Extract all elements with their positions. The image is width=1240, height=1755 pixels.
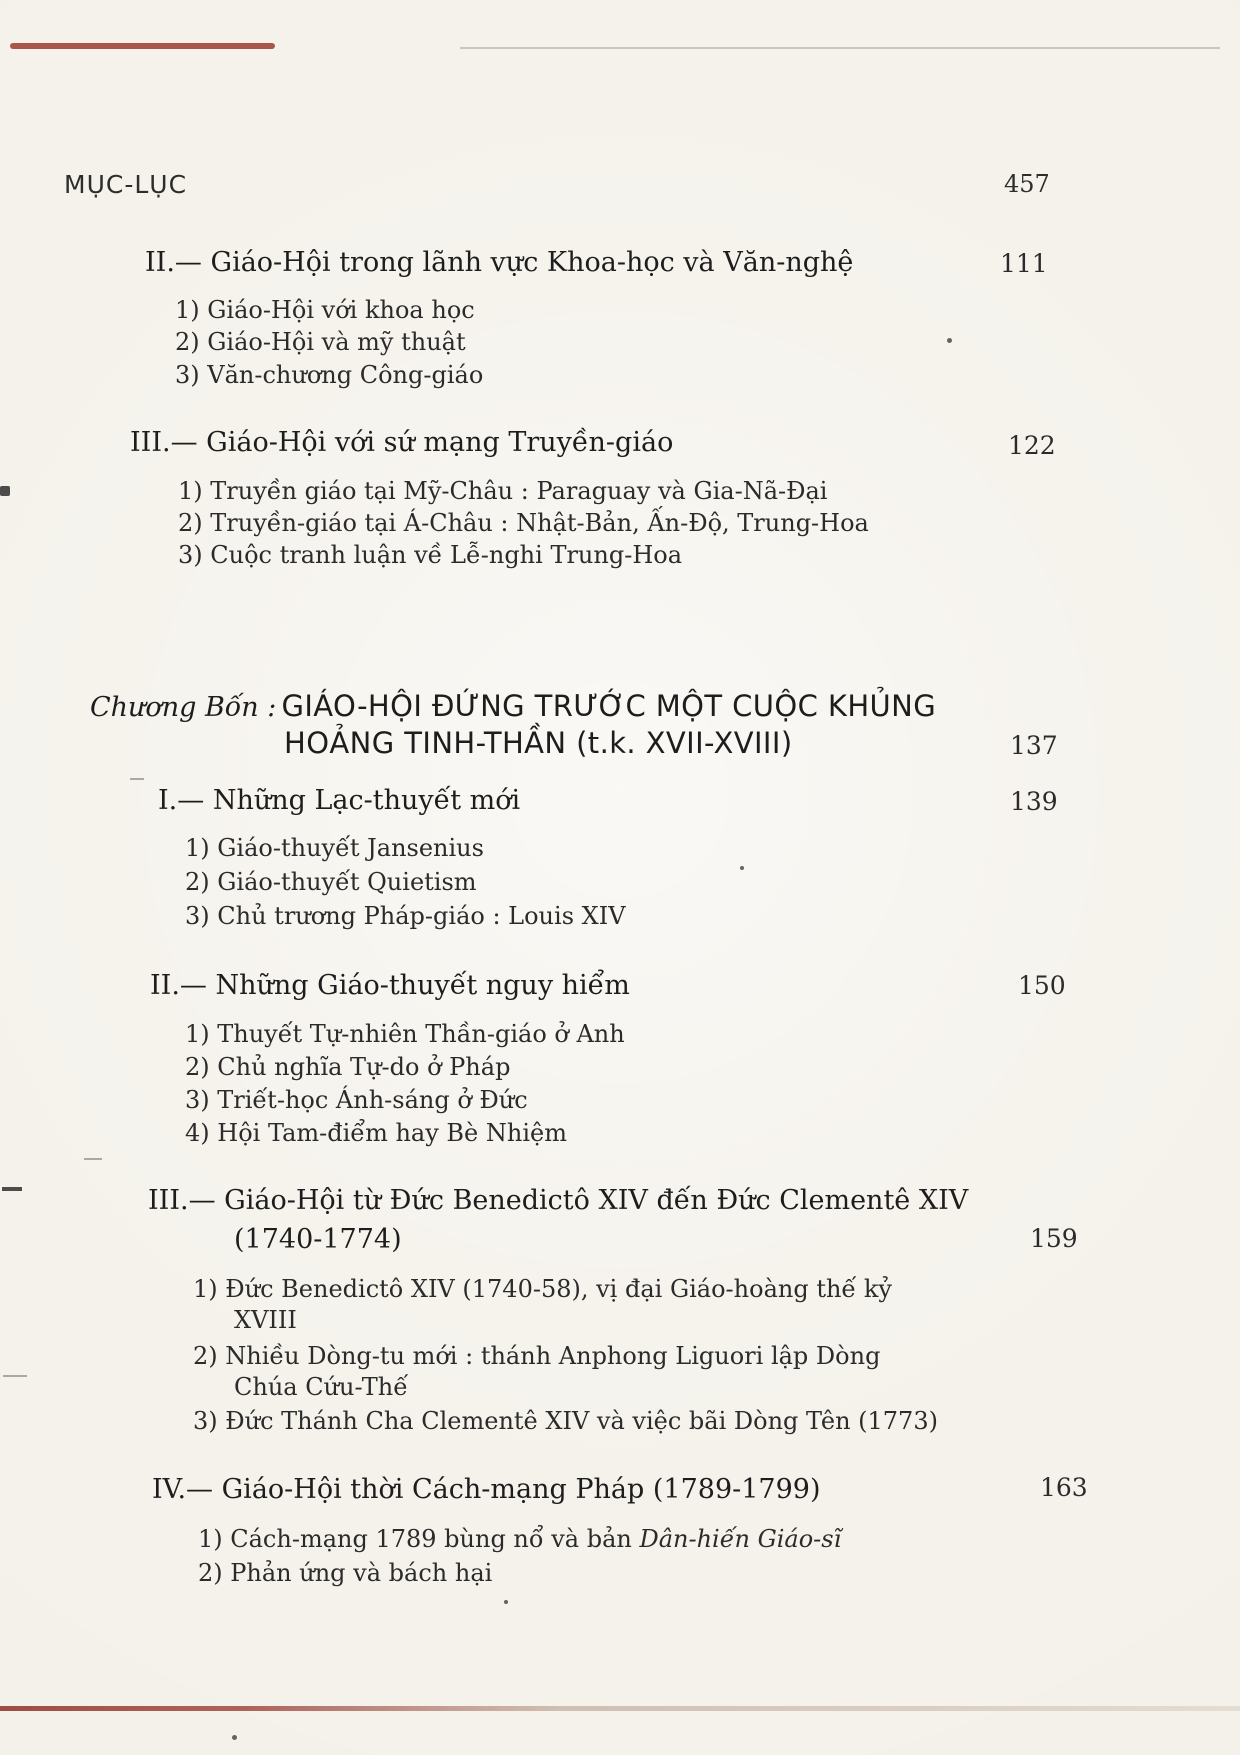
part-ii-item-3: 3) Triết-học Ánh-sáng ở Đức — [185, 1086, 528, 1114]
section-iii-item-2: 2) Truyền-giáo tại Á-Châu : Nhật-Bản, Ấn-Độ, Trung-Hoa — [178, 509, 869, 537]
ink-speck — [504, 1600, 508, 1604]
part-iv-title: IV.— Giáo-Hội thời Cách-mạng Pháp (1789-1799) — [152, 1474, 821, 1505]
part-i-title: I.— Những Lạc-thuyết mới — [158, 785, 521, 816]
part-iii-page: 159 — [1030, 1224, 1078, 1253]
chapter-heading-line-1 — [90, 689, 936, 723]
section-iii-title: III.— Giáo-Hội với sứ mạng Truyền-giáo — [130, 427, 674, 458]
part-iii-item-1-line-2: XVIII — [234, 1306, 297, 1334]
part-iv-item-1-emphasis: Dân-hiến Giáo-sĩ — [639, 1525, 842, 1553]
running-title: MỤC-LỤC — [64, 170, 188, 199]
section-iii-item-1: 1) Truyền giáo tại Mỹ-Châu : Paraguay và Gia-Nã-Đại — [178, 477, 828, 505]
part-iii-item-2-line-1: 2) Nhiều Dòng-tu mới : thánh Anphong Liguori lập Dòng — [193, 1342, 881, 1370]
print-mark — [0, 486, 10, 496]
section-ii-item-1: 1) Giáo-Hội với khoa học — [175, 296, 475, 324]
chapter-page: 137 — [1010, 731, 1058, 760]
page-edge-top-left — [10, 43, 275, 49]
section-iii-item-3: 3) Cuộc tranh luận về Lễ-nghi Trung-Hoa — [178, 541, 682, 569]
part-iv-page: 163 — [1040, 1473, 1088, 1502]
section-iii-page: 122 — [1008, 431, 1056, 460]
page-edge-bottom — [0, 1706, 1240, 1711]
part-i-item-1: 1) Giáo-thuyết Jansenius — [185, 834, 484, 862]
ink-speck — [947, 338, 952, 343]
part-ii-item-2: 2) Chủ nghĩa Tự-do ở Pháp — [185, 1053, 511, 1081]
part-ii-item-4: 4) Hội Tam-điểm hay Bè Nhiệm — [185, 1119, 567, 1147]
part-ii-item-1: 1) Thuyết Tự-nhiên Thần-giáo ở Anh — [185, 1020, 625, 1048]
part-iii-item-2-line-2: Chúa Cứu-Thế — [234, 1373, 408, 1401]
part-iii-title-line-1: III.— Giáo-Hội từ Đức Benedictô XIV đến Đức Clementê XIV — [148, 1185, 969, 1216]
page-number: 457 — [1004, 170, 1050, 198]
part-iv-item-1-text: 1) Cách-mạng 1789 bùng nổ và bản — [198, 1525, 640, 1553]
part-iii-item-3: 3) Đức Thánh Cha Clementê XIV và việc bãi Dòng Tên (1773) — [193, 1407, 938, 1435]
page-edge-top-right — [460, 47, 1220, 49]
chapter-title-line-2: HOẢNG TINH-THẦN (t.k. XVII-XVIII) — [284, 726, 793, 760]
section-ii-page: 111 — [1000, 249, 1048, 278]
ink-speck — [232, 1735, 237, 1740]
part-iv-item-1 — [198, 1525, 841, 1553]
part-i-item-3: 3) Chủ trương Pháp-giáo : Louis XIV — [185, 902, 626, 930]
part-iv-item-2: 2) Phản ứng và bách hại — [198, 1559, 493, 1587]
chapter-label: Chương Bốn : — [90, 692, 277, 723]
section-ii-title: II.— Giáo-Hội trong lãnh vực Khoa-học và Văn-nghệ — [145, 247, 854, 278]
part-iii-item-1-line-1: 1) Đức Benedictô XIV (1740-58), vị đại Giáo-hoàng thế kỷ — [193, 1275, 892, 1303]
part-ii-page: 150 — [1018, 971, 1066, 1000]
print-mark — [130, 778, 144, 780]
print-mark — [84, 1158, 102, 1160]
print-mark — [3, 1375, 27, 1377]
part-i-item-2: 2) Giáo-thuyết Quietism — [185, 868, 477, 896]
part-i-page: 139 — [1010, 787, 1058, 816]
print-mark — [2, 1187, 22, 1191]
section-ii-item-2: 2) Giáo-Hội và mỹ thuật — [175, 328, 466, 356]
section-ii-item-3: 3) Văn-chương Công-giáo — [175, 361, 484, 389]
part-iii-title-line-2: (1740-1774) — [234, 1224, 402, 1255]
chapter-title-line-1: GIÁO-HỘI ĐỨNG TRƯỚC MỘT CUỘC KHỦNG — [281, 689, 937, 723]
part-ii-title: II.— Những Giáo-thuyết nguy hiểm — [150, 970, 630, 1001]
ink-speck — [740, 866, 744, 870]
